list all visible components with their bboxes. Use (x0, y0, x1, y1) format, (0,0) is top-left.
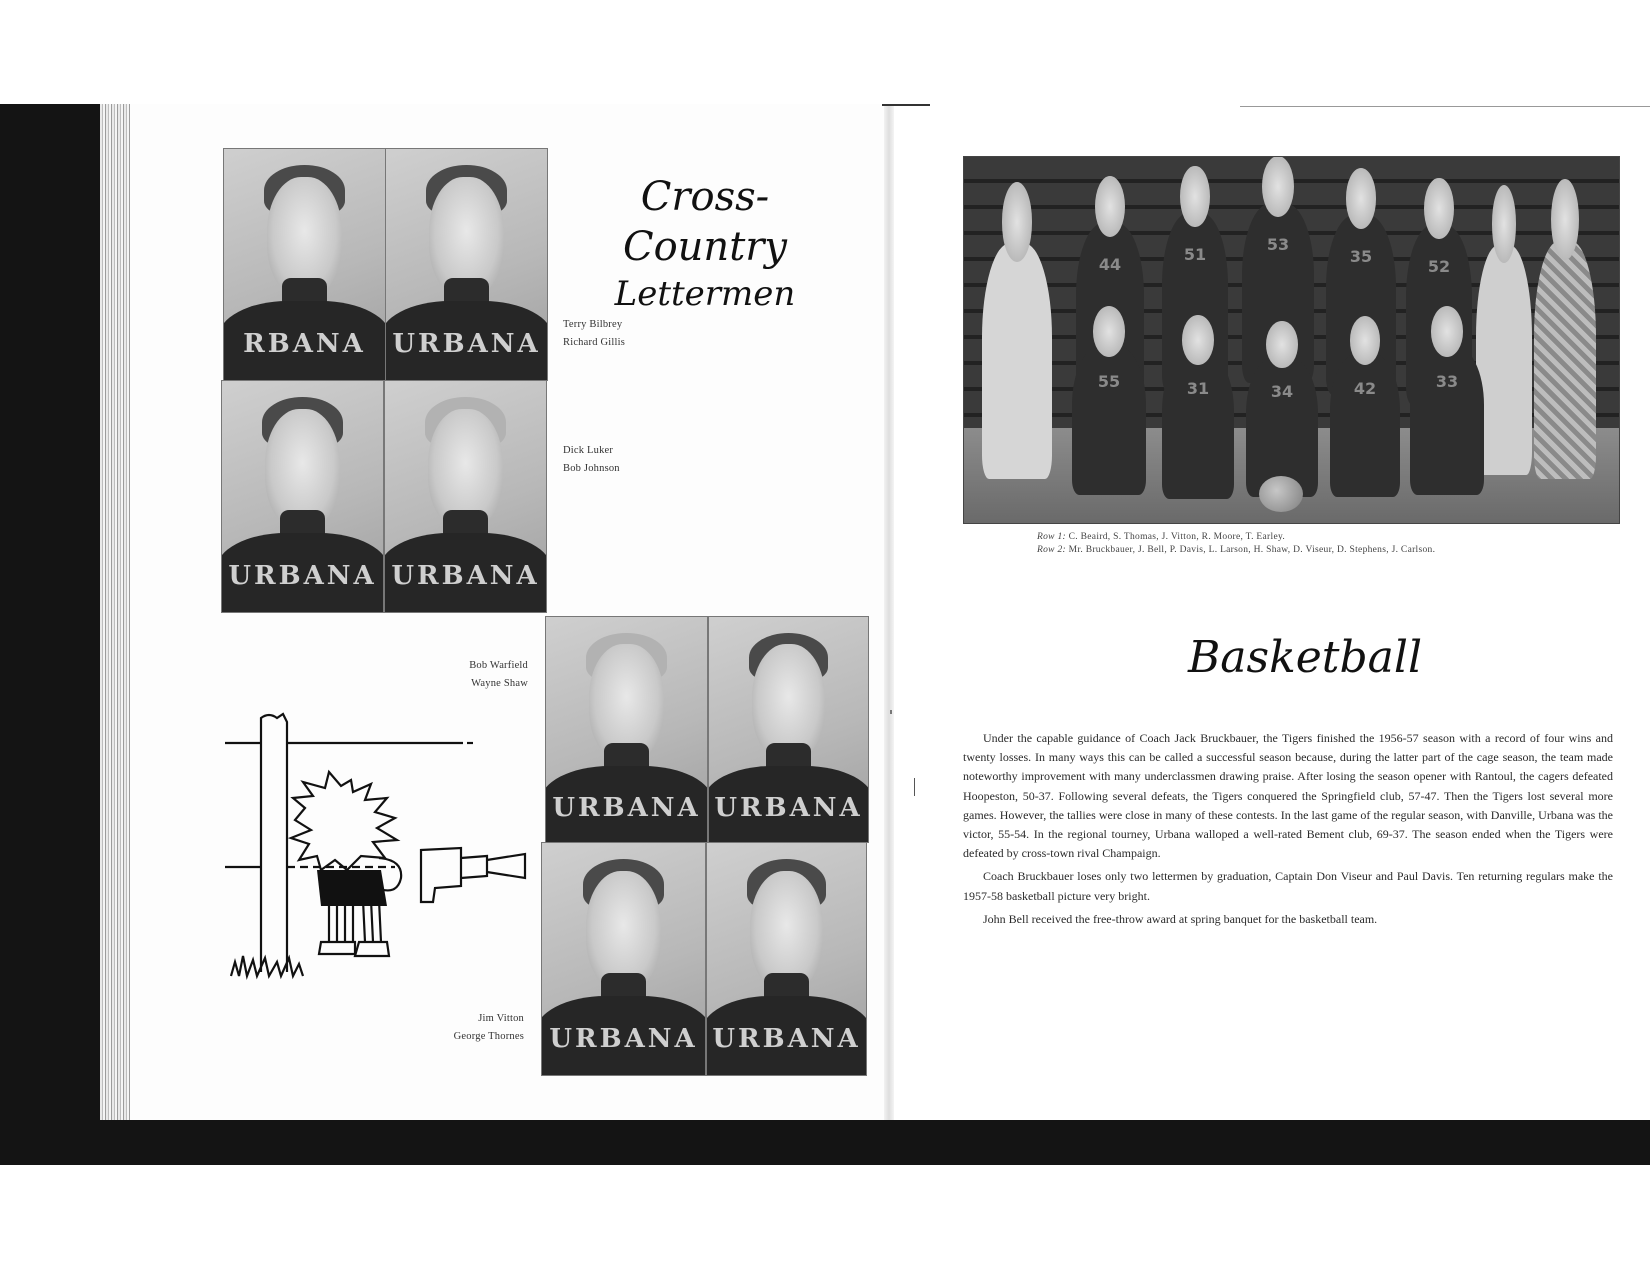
caption-name: Dick Luker (563, 445, 614, 456)
cartoon-illustration (225, 710, 535, 985)
cross-country-title (585, 172, 825, 316)
sweater-lettering: URBANA (392, 329, 541, 360)
title-line-2: Lettermen (614, 274, 796, 314)
coach-figure (982, 243, 1052, 479)
caption-top-pair (563, 316, 625, 352)
jersey-number: 51 (1183, 245, 1207, 265)
page-edges (100, 104, 130, 1165)
article-paragraph: John Bell received the free-throw award at spring banquet for the basketball team. (983, 911, 1378, 926)
portrait-photo (706, 842, 867, 1076)
row-names: Mr. Bruckbauer, J. Bell, P. Davis, L. Larson, H. Shaw, D. Viseur, D. Stephens, J. Carlson. (1068, 545, 1436, 555)
row-names: C. Beaird, S. Thomas, J. Vitton, R. Moore, T. Earley. (1068, 532, 1286, 542)
jersey-number: 34 (1270, 382, 1294, 402)
scan-binding-shadow (0, 104, 108, 1165)
jersey-number: 33 (1435, 372, 1459, 391)
basketball (1259, 476, 1303, 512)
basketball-article (963, 729, 1613, 933)
player-figure (1162, 353, 1234, 499)
article-paragraph: Under the capable guidance of Coach Jack Bruckbauer, the Tigers finished the 1956-57 season with a record of four wins and twenty losses. In many ways this can be called a successful season because, during the latter part of the cage season, the team made noteworthy improvement with many underclassmen drawing praise. After losing the season opener with Rantoul, the cagers defeated Hoopeston, 50-37. Following several defeats, the Tigers conquered the Springfield club, 57-47. Then the Tigers lost several more games. However, the tallies were close in many of these contests. In the last game of the regular season, with Danville, Urbana was the victor, 55-54. In the regional tourney, Urbana walloped a well-rated Bement club, 69-37. The season ended when the Tigers were defeated by cross-town rival Champaign. (963, 731, 1613, 861)
caption-middle-pair (563, 442, 620, 478)
sweater-lettering: RBANA (243, 329, 366, 360)
sweater-lettering: URBANA (549, 1023, 698, 1054)
sweater-lettering: URBANA (712, 1023, 861, 1054)
scan-mark (1240, 106, 1650, 107)
caption-name: Richard Gillis (563, 337, 626, 348)
jersey-number: 35 (1349, 247, 1373, 267)
jersey-number: 42 (1353, 378, 1377, 398)
jersey-number: 31 (1186, 379, 1210, 399)
caption-row-2 (1037, 544, 1435, 557)
row-label: Row 2: (1037, 545, 1066, 555)
jersey-number: 55 (1097, 372, 1121, 391)
book-gutter (884, 104, 894, 1120)
caption-name: Wayne Shaw (471, 678, 528, 689)
jersey-number: 52 (1427, 257, 1451, 277)
article-paragraph: Coach Bruckbauer loses only two lettermen by graduation, Captain Don Viseur and Paul Davis. Ten returning regulars make the 1957-58 basketball picture very bright. (963, 869, 1613, 903)
caption-name: Bob Warfield (469, 660, 528, 671)
scan-mark (890, 710, 892, 714)
portrait-photo (221, 380, 384, 613)
scan-bottom-border (0, 1120, 1650, 1165)
caption-name: Bob Johnson (563, 463, 620, 474)
portrait-photo (541, 842, 706, 1076)
sweater-lettering: URBANA (391, 561, 540, 592)
team-photo-caption (1037, 531, 1435, 557)
player-figure (1330, 353, 1400, 497)
player-figure (1072, 345, 1146, 495)
scan-mark (914, 778, 915, 796)
caption-lower-pair (460, 657, 528, 693)
jersey-number: 44 (1098, 255, 1122, 275)
caption-name: Terry Bilbrey (563, 319, 623, 330)
portrait-photo (385, 148, 548, 381)
basketball-title: Basketball (1187, 632, 1423, 683)
portrait-photo (708, 616, 869, 843)
scan-mark (882, 104, 930, 106)
portrait-photo (384, 380, 547, 613)
basketball-team-photo (963, 156, 1620, 524)
caption-name: Jim Vitton (478, 1013, 524, 1024)
portrait-photo (545, 616, 708, 843)
caption-bottom-pair (440, 1010, 524, 1046)
caption-row-1 (1037, 531, 1435, 544)
row-label: Row 1: (1037, 532, 1066, 542)
portrait-photo (223, 148, 386, 381)
jersey-number: 53 (1266, 235, 1290, 255)
title-line-1: Cross-Country (622, 174, 787, 270)
player-figure (1476, 245, 1532, 475)
player-figure (1534, 241, 1596, 479)
sweater-lettering: URBANA (714, 792, 863, 823)
sweater-lettering: URBANA (228, 561, 377, 592)
player-figure (1410, 345, 1484, 495)
caption-name: George Thornes (453, 1031, 524, 1042)
sweater-lettering: URBANA (552, 792, 701, 823)
